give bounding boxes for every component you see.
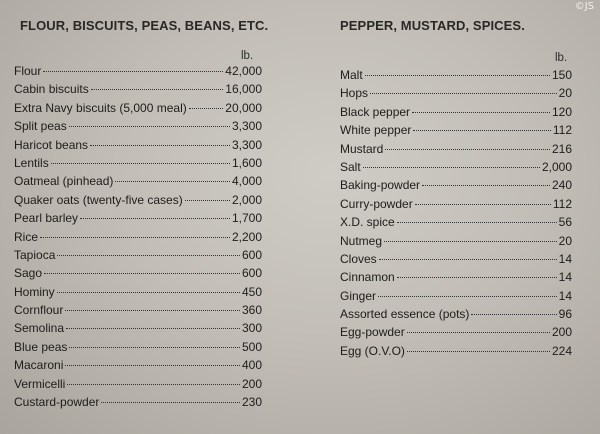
item-name: Curry-powder [340,196,413,211]
dot-leader [115,181,230,182]
item-name: Mustard [340,141,384,156]
list-item [14,266,262,284]
list-item [340,123,572,141]
item-quantity: 4,000 [231,174,262,189]
item-name: Nutmeg [340,233,383,248]
list-item [340,270,572,288]
item-quantity: 1,600 [231,155,262,170]
list-item [14,285,262,303]
item-name: Assorted essence (pots) [340,307,470,322]
dot-leader [363,167,540,168]
left-unit-label: lb. [241,50,254,62]
list-item [14,138,262,156]
list-item [14,377,262,395]
item-quantity: 2,000 [231,192,262,207]
left-heading: FLOUR, BISCUITS, PEAS, BEANS, ETC. [20,18,269,33]
list-item [14,64,262,82]
photo-credit: ©JS [574,1,594,12]
item-name: Cabin biscuits [14,82,89,97]
item-name: Black pepper [340,104,411,119]
list-item [340,307,572,325]
item-name: Split peas [14,119,67,134]
item-name: Tapioca [14,247,56,262]
list-item [14,101,262,119]
list-item [340,215,572,233]
item-name: Cloves [340,251,377,266]
dot-leader [365,75,550,76]
item-quantity: 150 [551,68,572,82]
list-item [14,248,262,266]
item-quantity: 20,000 [225,100,262,115]
item-name: Rice [14,229,39,244]
list-item [14,156,262,174]
item-name: Salt [340,159,361,174]
item-name: Quaker oats (twenty-five cases) [14,192,183,207]
right-heading: PEPPER, MUSTARD, SPICES. [340,18,525,33]
item-quantity: 112 [552,123,572,138]
dot-leader [397,277,557,278]
dot-leader [66,328,240,329]
dot-leader [91,89,224,90]
dot-leader [471,314,556,315]
item-quantity: 42,000 [225,64,262,78]
item-name: Haricot beans [14,137,89,152]
dot-leader [57,292,240,293]
dot-leader [44,273,240,274]
item-quantity: 14 [558,288,572,303]
item-quantity: 500 [241,339,262,354]
right-unit-label: lb. [555,52,568,64]
item-name: Cornflour [14,303,64,318]
item-quantity: 120 [551,104,572,119]
dot-leader [385,149,550,150]
item-quantity: 230 [241,395,262,410]
dot-leader [67,384,240,385]
list-item [14,303,262,321]
dot-leader [422,185,550,186]
dot-leader [57,255,240,256]
list-item [340,86,572,104]
item-quantity: 200 [241,376,262,391]
list-item [340,325,572,343]
dot-leader [185,200,230,201]
dot-leader [378,296,557,297]
item-name: X.D. spice [340,215,395,230]
list-item [340,68,572,86]
item-quantity: 16,000 [225,82,262,97]
item-name: Oatmeal (pinhead) [14,174,114,189]
item-name: Egg-powder [340,325,405,340]
list-item [14,119,262,137]
list-item [14,321,262,339]
item-quantity: 200 [551,325,572,340]
list-item [14,174,262,192]
item-quantity: 96 [558,307,572,322]
item-quantity: 14 [558,270,572,285]
list-item [14,340,262,358]
item-quantity: 360 [241,303,262,318]
dot-leader [40,237,230,238]
dot-leader [101,402,240,403]
dot-leader [412,112,550,113]
item-quantity: 600 [241,247,262,262]
list-item [340,252,572,270]
item-name: Baking-powder [340,178,421,193]
item-quantity: 20 [558,233,572,248]
dot-leader [407,351,550,352]
item-name: Egg (O.V.O) [340,343,405,358]
list-item [14,193,262,211]
item-quantity: 400 [241,358,262,373]
item-name: Flour [14,64,42,78]
list-item [340,178,572,196]
item-name: Malt [340,68,363,82]
item-name: Macaroni [14,358,64,373]
item-name: Lentils [14,155,49,170]
item-quantity: 20 [558,86,572,101]
dot-leader [69,126,230,127]
item-quantity: 3,300 [231,119,262,134]
item-quantity: 300 [241,321,262,336]
item-name: Custard-powder [14,395,100,410]
dot-leader [90,145,230,146]
item-quantity: 2,200 [231,229,262,244]
list-item [14,358,262,376]
dot-leader [415,204,551,205]
list-item [340,197,572,215]
dot-leader [397,222,557,223]
item-quantity: 56 [558,215,572,230]
list-item [340,344,572,362]
item-name: Semolina [14,321,65,336]
item-quantity: 1,700 [231,211,262,226]
item-name: Ginger [340,288,377,303]
list-item [340,234,572,252]
dot-leader [370,93,557,94]
dot-leader [407,332,550,333]
dot-leader [65,310,240,311]
item-name: White pepper [340,123,412,138]
list-item [340,289,572,307]
item-name: Sago [14,266,43,281]
item-quantity: 14 [558,251,572,266]
item-quantity: 2,000 [541,159,572,174]
dot-leader [413,130,550,131]
item-quantity: 216 [551,141,572,156]
item-name: Blue peas [14,339,68,354]
list-item [14,230,262,248]
item-quantity: 600 [241,266,262,281]
dot-leader [80,218,230,219]
item-quantity: 450 [241,284,262,299]
item-name: Hops [340,86,369,101]
item-quantity: 224 [551,343,572,358]
list-item [14,395,262,413]
dot-leader [51,163,230,164]
left-item-list [14,64,262,413]
list-item [340,142,572,160]
item-name: Hominy [14,284,55,299]
dot-leader [379,259,557,260]
dot-leader [43,71,223,72]
list-item [14,211,262,229]
dot-leader [65,365,240,366]
item-quantity: 3,300 [231,137,262,152]
right-item-list [340,68,572,362]
item-name: Extra Navy biscuits (5,000 meal) [14,100,187,115]
item-name: Pearl barley [14,211,79,226]
item-quantity: 112 [552,196,572,211]
dot-leader [384,241,557,242]
list-item [340,160,572,178]
list-item [340,105,572,123]
dot-leader [69,347,240,348]
item-quantity: 240 [551,178,572,193]
item-name: Cinnamon [340,270,395,285]
dot-leader [189,108,224,109]
list-item [14,82,262,100]
item-name: Vermicelli [14,376,66,391]
